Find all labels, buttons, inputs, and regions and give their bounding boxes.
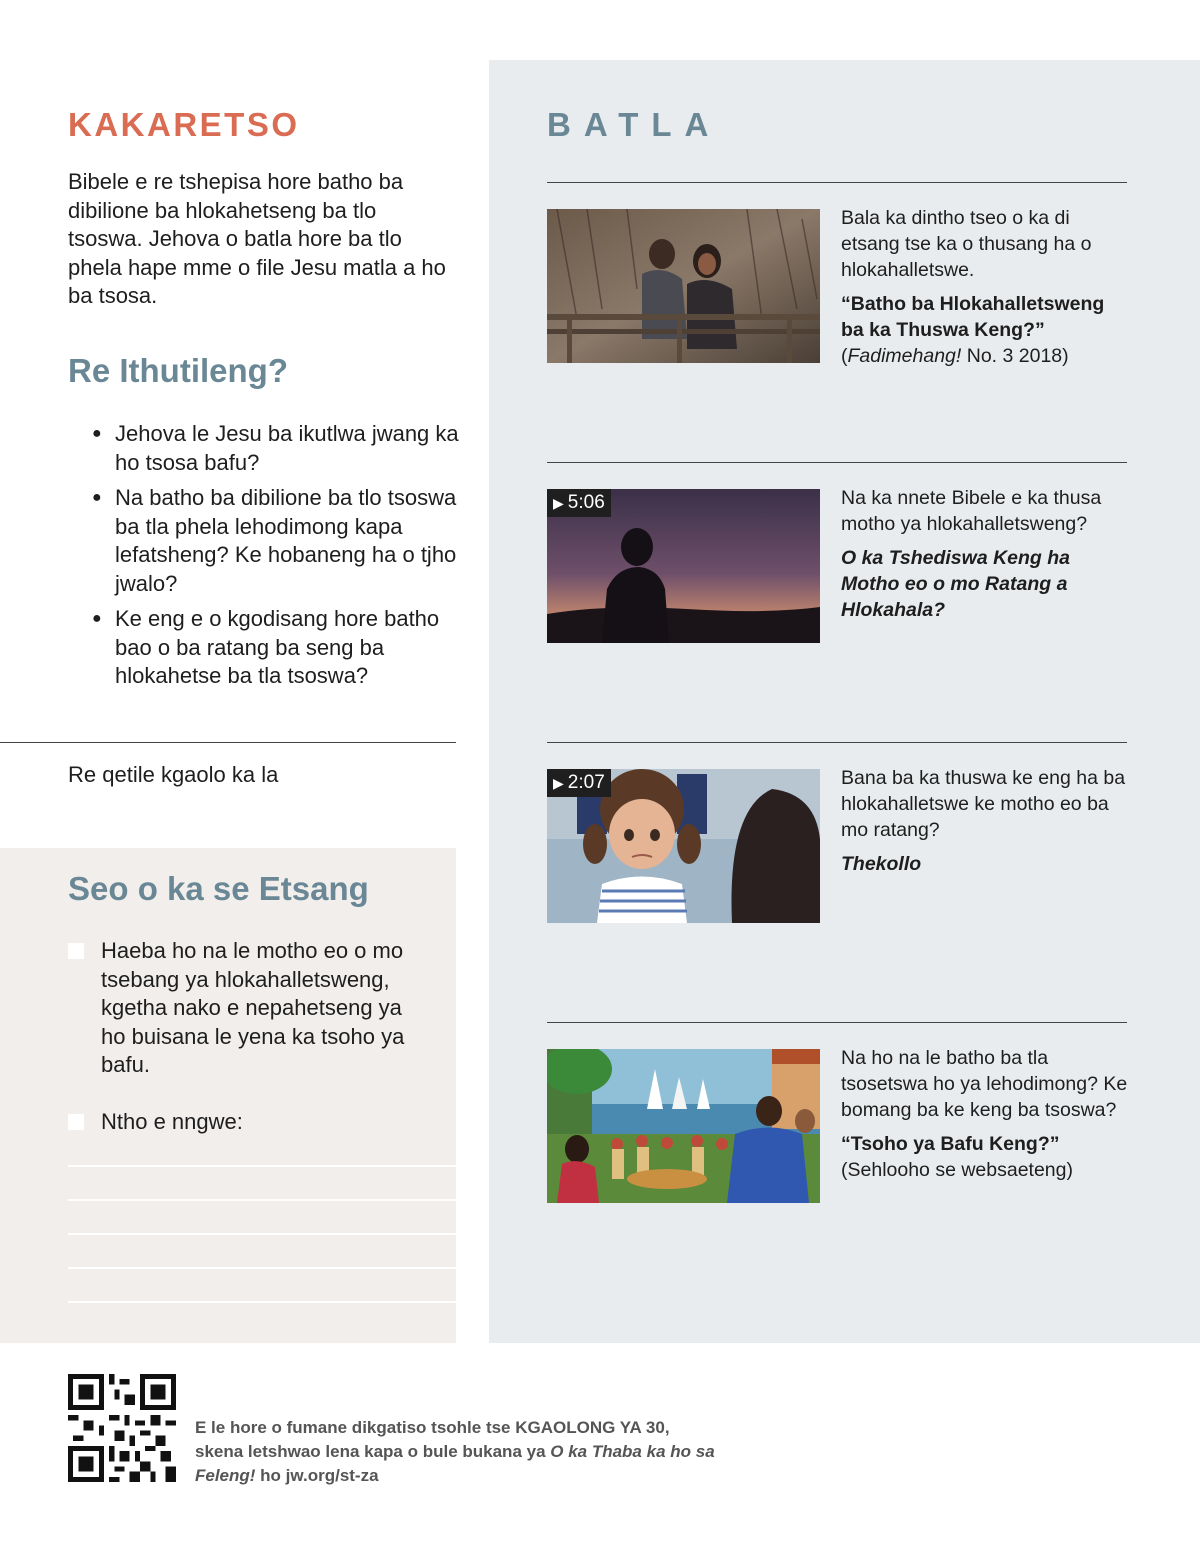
bullet-icon: ● <box>92 610 102 627</box>
play-icon: ▶ <box>553 495 564 511</box>
writing-line[interactable] <box>68 1165 456 1167</box>
action-heading: Seo o ka se Etsang <box>68 870 369 907</box>
writing-line[interactable] <box>68 1267 456 1269</box>
divider <box>547 182 1127 183</box>
checkbox[interactable] <box>68 943 84 959</box>
batla-heading: BATLA <box>547 106 722 143</box>
resource-link[interactable]: Thekollo <box>841 853 922 875</box>
writing-line[interactable] <box>68 1301 456 1303</box>
divider <box>0 742 456 743</box>
review-list <box>92 420 462 698</box>
action-checkbox-item[interactable]: Ntho e nngwe: <box>68 1108 428 1137</box>
resource-link[interactable]: O ka Tshediswa Keng ha Motho eo o mo Ratang a Hlokahala? <box>841 547 1071 621</box>
resource-link[interactable]: “Tsoho ya Bafu Keng?” (Sehlooho se websaeteng) <box>841 1133 1073 1181</box>
video-duration-badge: ▶ 5:06 <box>547 489 611 517</box>
review-heading: Re Ithutileng? <box>68 352 288 389</box>
play-icon: ▶ <box>553 775 564 791</box>
summary-heading: KAKARETSO <box>68 106 300 143</box>
checkbox[interactable] <box>68 1114 84 1130</box>
action-checkbox-item[interactable]: Haeba ho na le motho eo o mo tsebang ya hlokahalletsweng, kgetha nako e nepahetseng ya ho buisana le yena ka tsoho ya bafu. <box>68 937 428 1080</box>
resource-link[interactable]: “Batho ba Hlokahalletsweng ba ka Thuswa Keng?” (Fadimehang! No. 3 2018) <box>841 293 1105 367</box>
writing-line[interactable] <box>68 1233 456 1235</box>
paradise-gathering-painting[interactable] <box>547 1049 820 1203</box>
writing-line[interactable] <box>68 1199 456 1201</box>
bullet-icon: ● <box>92 425 102 442</box>
silhouette-sunset-photo[interactable] <box>547 489 820 643</box>
summary-text: Bibele e re tshepisa hore batho ba dibilione ba hlokahetseng ba tlo tsoswa. Jehova o batla hore ba tlo phela hape mme o file Jesu matla a ho ba tsosa. <box>68 169 446 308</box>
resource-entry: Na ka nnete Bibele e ka thusa motho ya hlokahalletsweng? O ka Tshediswa Keng ha Motho eo o mo Ratang a Hlokahala? <box>841 485 1131 623</box>
bullet-icon: ● <box>92 489 102 506</box>
couple-on-bridge-photo[interactable] <box>547 209 820 363</box>
resource-entry: Na ho na le batho ba tla tsosetswa ho ya lehodimong? Ke bomang ba ke keng ba tsoswa? “Tsoho ya Bafu Keng?” (Sehlooho se websaeteng) <box>841 1045 1131 1183</box>
divider <box>547 742 1127 743</box>
review-item: ● Na batho ba dibilione ba tlo tsoswa ba tla phela lehodimong kapa lefatsheng? Ke hobaneng ha o tjho jwalo? <box>92 485 457 596</box>
qr-code-icon[interactable] <box>68 1374 176 1482</box>
animated-girl-still[interactable] <box>547 769 820 923</box>
video-duration-badge: ▶ 2:07 <box>547 769 611 797</box>
resource-entry: Bala ka dintho tseo o ka di etsang tse ka o thusang ha o hlokahalletswe. “Batho ba Hlokahalletsweng ba ka Thuswa Keng?” (Fadimehang! No. 3 2018) <box>841 205 1131 369</box>
chapter-completed-note: Re qetile kgaolo ka la <box>68 762 279 787</box>
footer-text: E le hore o fumane dikgatiso tsohle tse KGAOLONG YA 30, skena letshwao lena kapa o bule bukana ya O ka Thaba ka ho sa Feleng! ho jw.org/st-za <box>195 1418 715 1485</box>
divider <box>547 462 1127 463</box>
review-item: ● Jehova le Jesu ba ikutlwa jwang ka ho tsosa bafu? <box>92 421 459 475</box>
resource-entry: Bana ba ka thuswa ke eng ha ba hlokahalletswe ke motho eo ba mo ratang? Thekollo <box>841 765 1131 877</box>
review-item: ● Ke eng e o kgodisang hore batho bao o ba ratang ba seng ba hlokahetse ba tla tsoswa? <box>92 606 440 688</box>
divider <box>547 1022 1127 1023</box>
